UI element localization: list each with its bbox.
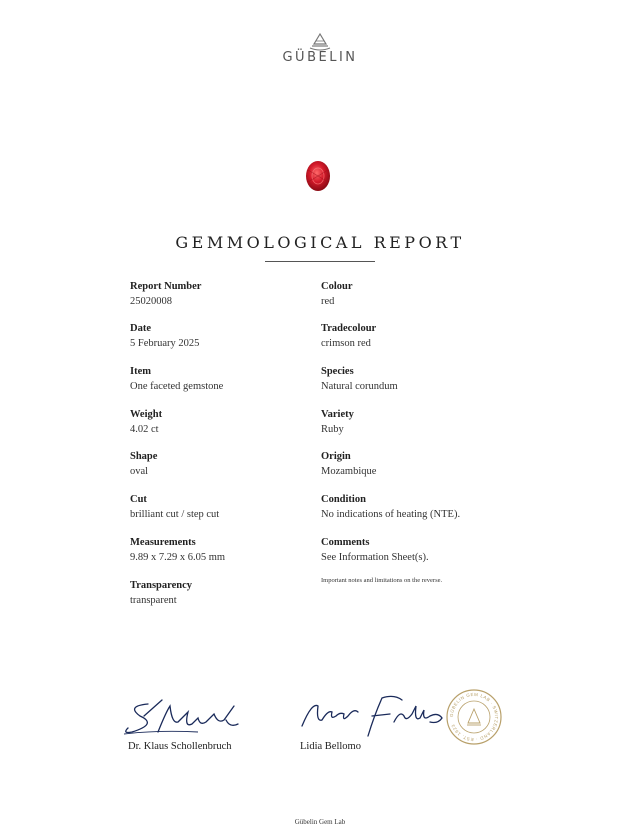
field-value: oval	[130, 466, 149, 477]
field-value: Mozambique	[321, 466, 377, 477]
field-label: Transparency	[130, 580, 193, 591]
field-value: 5 February 2025	[130, 338, 200, 349]
field-value: Ruby	[321, 424, 344, 435]
field-condition	[321, 493, 541, 522]
field-shape	[130, 450, 330, 479]
field-value: Natural corundum	[321, 381, 398, 392]
field-label: Species	[321, 366, 354, 377]
seal-text: GÜBELIN GEM LAB · SWITZERLAND · EST. 1923	[448, 691, 500, 743]
field-label: Item	[130, 366, 151, 377]
field-label: Report Number	[130, 281, 202, 292]
field-species	[321, 365, 521, 394]
gubelin-gem-lab-seal-icon	[446, 689, 502, 745]
field-colour	[321, 280, 521, 309]
brand-name: GÜBELIN	[282, 50, 358, 65]
signature-icon	[298, 692, 448, 738]
field-origin	[321, 450, 521, 479]
field-value: crimson red	[321, 338, 371, 349]
field-value: brilliant cut / step cut	[130, 509, 220, 520]
field-variety	[321, 408, 521, 437]
field-date	[130, 322, 330, 351]
svg-text:GÜBELIN GEM LAB · SWITZERLAND	[449, 692, 499, 742]
field-report-number	[130, 280, 330, 309]
signatory-name: Dr. Klaus Schollenbruch	[128, 741, 232, 752]
field-value: red	[321, 296, 335, 307]
field-tradecolour	[321, 322, 521, 351]
field-label: Shape	[130, 451, 158, 462]
field-value: 9.89 x 7.29 x 6.05 mm	[130, 552, 226, 563]
field-label: Colour	[321, 281, 353, 292]
field-label: Measurements	[130, 537, 196, 548]
signatory-name: Lidia Bellomo	[300, 741, 361, 752]
field-label: Date	[130, 323, 151, 334]
field-label: Origin	[321, 451, 351, 462]
report-title: GEMMOLOGICAL REPORT	[175, 233, 465, 252]
field-cut	[130, 493, 330, 522]
field-value: See Information Sheet(s).	[321, 552, 429, 563]
gubelin-crest-icon	[300, 30, 340, 52]
ruby-gemstone-icon	[304, 158, 332, 194]
field-label: Cut	[130, 494, 147, 505]
field-comments	[321, 536, 521, 565]
field-value: 4.02 ct	[130, 424, 159, 435]
reverse-note: Important notes and limitations on the reverse.	[321, 577, 443, 584]
field-value: No indications of heating (NTE).	[321, 509, 461, 520]
field-value: transparent	[130, 595, 177, 606]
field-label: Condition	[321, 494, 366, 505]
field-transparency	[130, 579, 330, 608]
field-label: Weight	[130, 409, 163, 420]
signature-icon	[118, 694, 248, 738]
field-value: One faceted gemstone	[130, 381, 224, 392]
field-value: 25020008	[130, 296, 172, 307]
field-measurements	[130, 536, 330, 565]
field-label: Comments	[321, 537, 370, 548]
field-item	[130, 365, 330, 394]
field-label: Variety	[321, 409, 354, 420]
field-weight	[130, 408, 330, 437]
footer-lab-name: Gübelin Gem Lab	[294, 818, 346, 826]
field-label: Tradecolour	[321, 323, 377, 334]
title-divider	[265, 261, 375, 262]
